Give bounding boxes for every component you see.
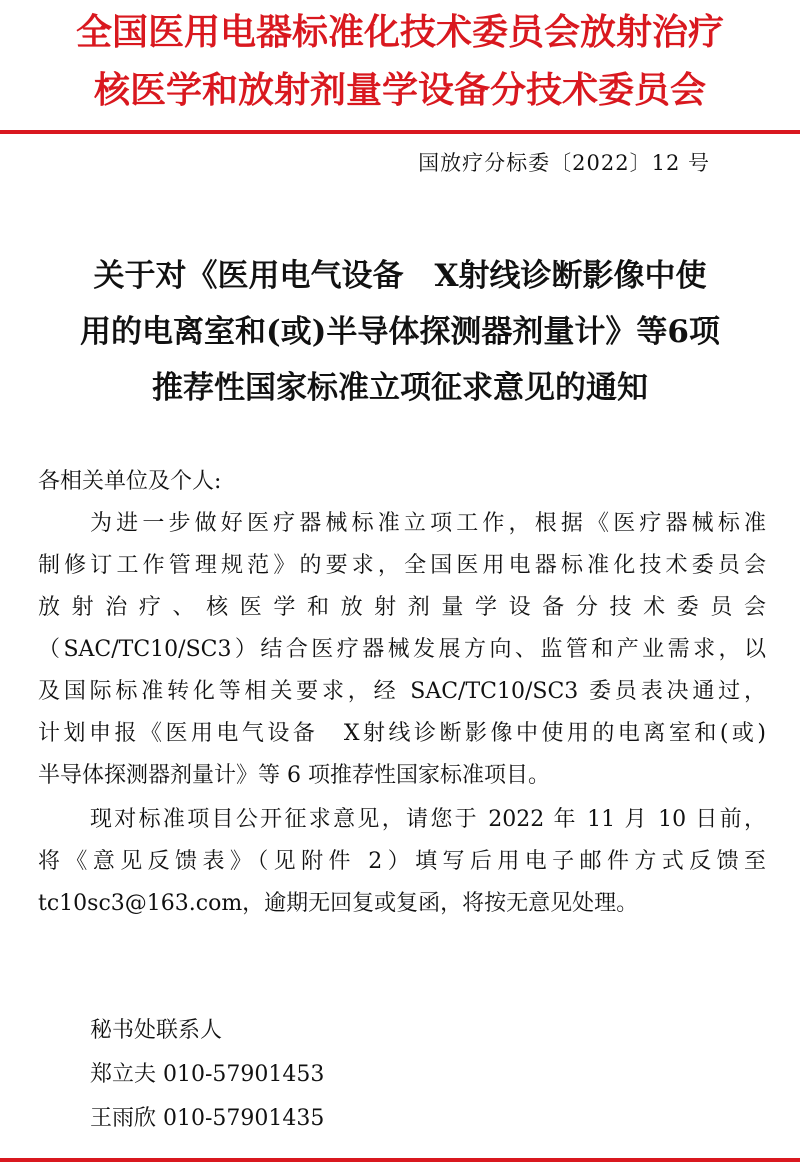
contacts-heading: 秘书处联系人 xyxy=(90,1018,223,1043)
document-number: 国放疗分标委〔2022〕12 号 xyxy=(418,151,710,175)
paragraph-1-line-4: （SAC/TC10/SC3）结合医疗器械发展方向、监管和产业需求，以 xyxy=(38,637,766,662)
letterhead-line-2: 核医学和放射剂量学设备分技术委员会 xyxy=(93,70,706,111)
title-line-3: 推荐性国家标准立项征求意见的通知 xyxy=(152,370,648,406)
salutation: 各相关单位及个人: xyxy=(38,469,222,494)
secretariat-contacts xyxy=(90,1009,324,1141)
title-line-2: 用的电离室和(或)半导体探测器剂量计》等6项 xyxy=(80,314,720,350)
paragraph-2-line-2: 将《意见反馈表》（见附件 2）填写后用电子邮件方式反馈至 xyxy=(38,849,766,874)
paragraph-1-line-5: 及国际标准转化等相关要求，经 SAC/TC10/SC3 委员表决通过， xyxy=(38,679,766,704)
contact-person-2: 王雨欣 010-57901435 xyxy=(90,1106,325,1131)
title-line-1: 关于对《医用电气设备 X射线诊断影像中使 xyxy=(93,258,707,294)
paragraph-1-line-3: 放射治疗、核医学和放射剂量学设备分技术委员会 xyxy=(38,595,766,620)
letterhead-red-rule xyxy=(0,130,800,134)
contact-person-1: 郑立夫 010-57901453 xyxy=(90,1062,325,1087)
notice-body xyxy=(38,461,766,925)
paragraph-1-line-6: 计划申报《医用电气设备 X射线诊断影像中使用的电离室和(或) xyxy=(38,721,766,746)
letterhead-line-1: 全国医用电器标准化技术委员会放射治疗 xyxy=(75,12,724,53)
notice-title xyxy=(30,248,770,416)
paragraph-2-line-1: 现对标准项目公开征求意见，请您于 2022 年 11 月 10 日前， xyxy=(90,807,766,832)
paragraph-2-line-3: tc10sc3@163.com，逾期无回复或复函，将按无意见处理。 xyxy=(38,891,639,916)
footer-red-rule xyxy=(0,1158,800,1162)
paragraph-1-line-2: 制修订工作管理规范》的要求，全国医用电器标准化技术委员会 xyxy=(38,553,766,578)
letterhead xyxy=(0,4,800,120)
paragraph-1-line-7: 半导体探测器剂量计》等 6 项推荐性国家标准项目。 xyxy=(38,763,550,788)
paragraph-1-line-1: 为进一步做好医疗器械标准立项工作，根据《医疗器械标准 xyxy=(90,511,766,536)
